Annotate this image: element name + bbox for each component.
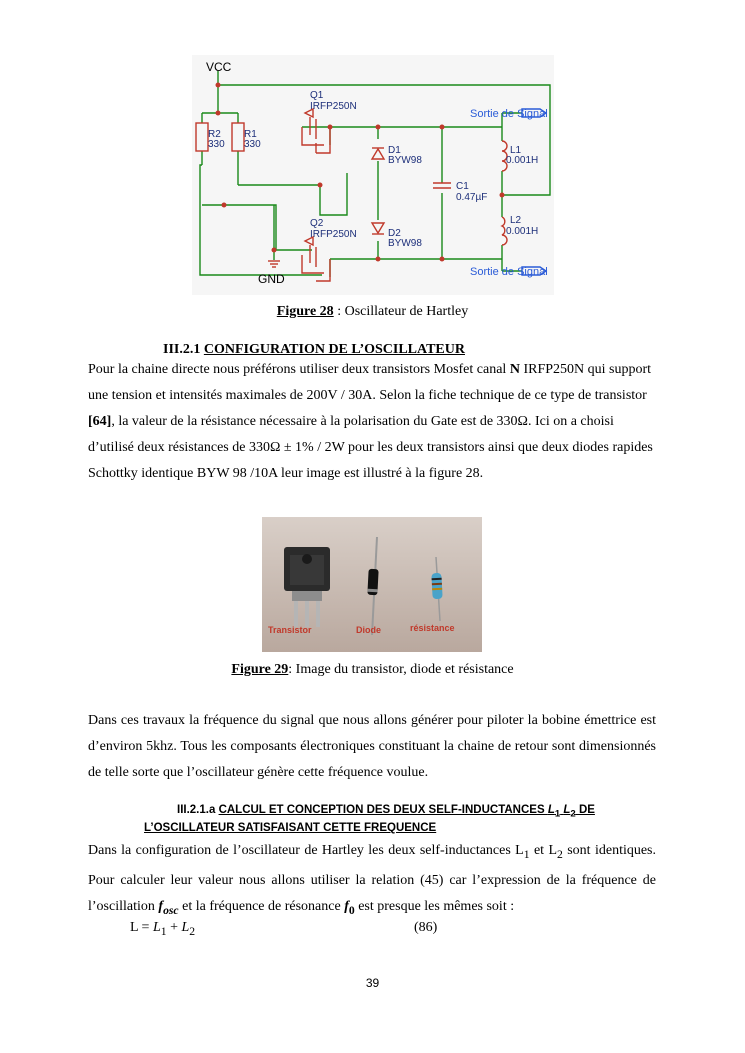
r1-value: 330 <box>244 139 261 150</box>
subsection-heading-line1: III.2.1.a CALCUL ET CONCEPTION DES DEUX SELF-INDUCTANCES $L_1$ $L_2$ DE <box>177 804 595 820</box>
figure-29-text: : Image du transistor, diode et résistance <box>288 662 514 677</box>
equation-number: (86) <box>414 920 438 935</box>
r1-name: R1 <box>244 129 257 140</box>
output-top-label: Sortie de Signal <box>470 108 548 120</box>
figure-29-caption <box>0 662 745 678</box>
output-bottom-label: Sortie de Signal <box>470 266 548 278</box>
page-number: 39 <box>365 976 380 990</box>
r2-name: R2 <box>208 129 221 140</box>
l1-value: 0.001H <box>506 155 539 166</box>
figure-28-caption <box>0 304 745 320</box>
paragraph-hartley: Dans la configuration de l’oscillateur de Hartley les deux self-inductances $L_1$ et $L_2$ sont identiques. Pour calculer leur valeur nous allons utiliser la relation (45) car l’expression de la fréquence de l’oscillation $f_{osc}$ et la fréquence de résonance $f_0$ est presque les mêmes soit : <box>88 843 657 917</box>
subsection-heading-line2: L’OSCILLATEUR SATISFAISANT CETTE FREQUENCE <box>144 822 437 834</box>
photo-label-diode: Diode <box>356 625 382 635</box>
d1-name: D1 <box>388 145 401 156</box>
q2-part: IRFP250N <box>310 229 357 240</box>
q1-part: IRFP250N <box>310 101 357 112</box>
section-heading <box>163 342 465 358</box>
l2-value: 0.001H <box>506 226 539 237</box>
c1-name: C1 <box>456 181 469 192</box>
photo-label-transistor: Transistor <box>268 625 312 635</box>
section-title: CONFIGURATION DE L’OSCILLATEUR <box>203 342 465 357</box>
d1-part: BYW98 <box>388 155 422 166</box>
figure-28-label: Figure 28 <box>276 304 334 319</box>
components-photo <box>262 517 482 652</box>
l2-name: L2 <box>510 215 522 226</box>
gnd-label: GND <box>258 272 285 286</box>
equation-86: $L = L_1 + L_2$ <box>130 920 196 938</box>
d2-name: D2 <box>388 228 401 239</box>
photo-label-resistance: résistance <box>410 623 455 633</box>
paragraph-components: Pour la chaine directe nous préférons utiliser deux transistors Mosfet canal N IRFP250N qui support une tension et intensités maximales de 200V / 30A. Selon la fiche technique de ce type de transistor [64], la valeur de la résistance nécessaire à la polarisation du Gate est de 330Ω. Ici on a choisi d’utilisé deux résistances de 330Ω ± 1% / 2W pour les deux transistors ainsi que deux diodes rapides Schottky identique BYW 98 /10A leur image est illustré à la figure 28. <box>88 362 653 481</box>
c1-value: 0.47µF <box>456 192 488 203</box>
vcc-label: VCC <box>206 60 232 74</box>
d2-part: BYW98 <box>388 238 422 249</box>
r2-value: 330 <box>208 139 225 150</box>
figure-28-text: : Oscillateur de Hartley <box>333 304 469 319</box>
section-number: III.2.1 <box>163 342 204 357</box>
l1-name: L1 <box>510 145 522 156</box>
hartley-circuit-diagram <box>192 55 554 295</box>
q2-name: Q2 <box>310 218 324 229</box>
q1-name: Q1 <box>310 90 324 101</box>
paragraph-frequency: Dans ces travaux la fréquence du signal que nous allons générer pour piloter la bobine émettrice est d’environ 5khz. Tous les composants électroniques constituant la chaine de retour sont dimensionnés de telle sorte que l’oscillateur génère cette fréquence voulue. <box>88 713 656 780</box>
figure-29-label: Figure 29 <box>231 662 289 677</box>
citation-64: [64] <box>88 414 112 429</box>
